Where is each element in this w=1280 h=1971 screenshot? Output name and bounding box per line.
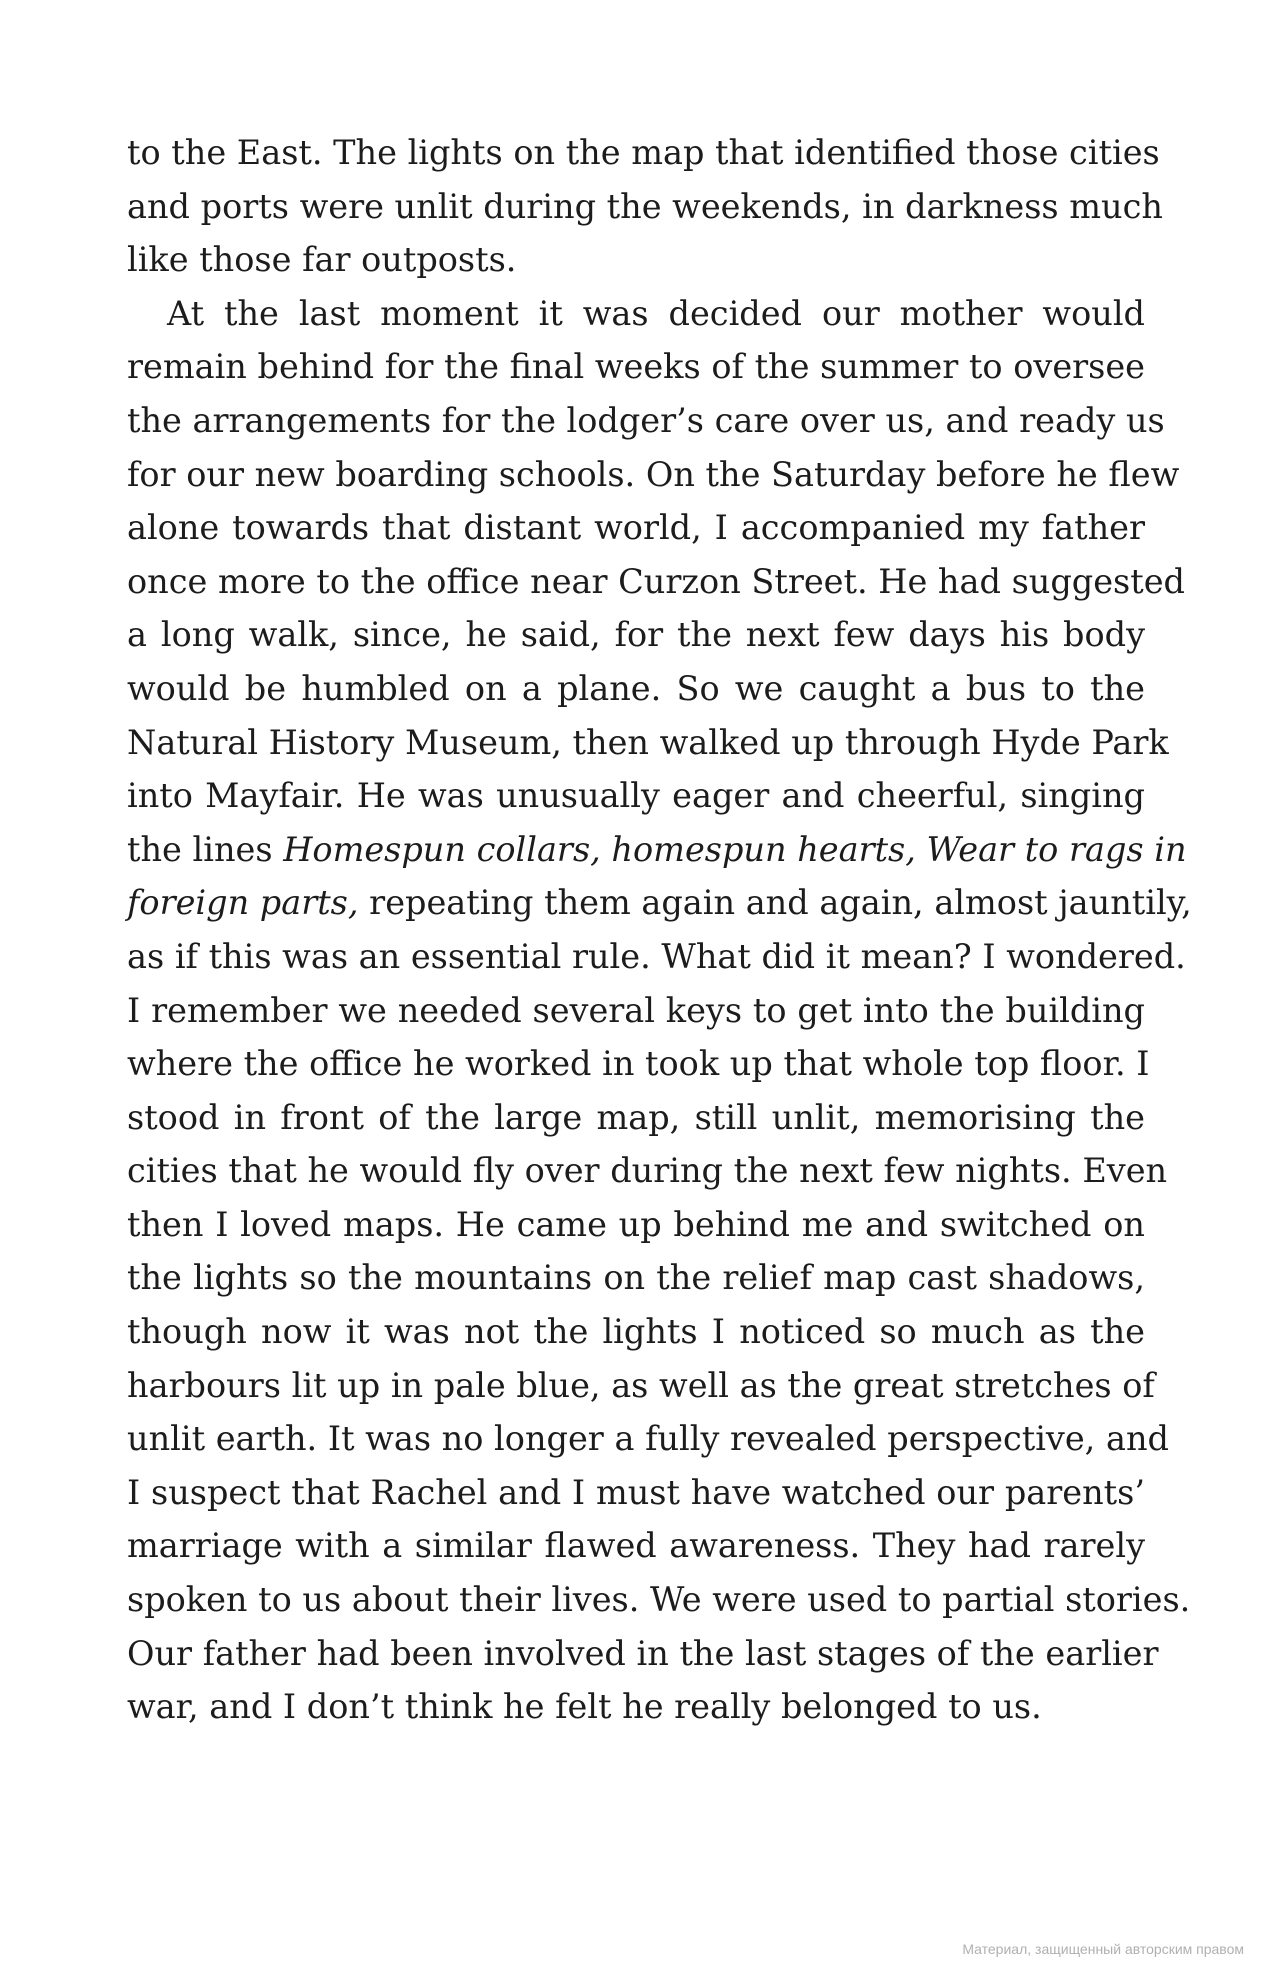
- text-line: remain behind for the final weeks of the summer to oversee: [127, 347, 1145, 387]
- text-line: the arrangements for the lodger’s care over us, and ready us: [127, 400, 1165, 440]
- text-line: unlit earth. It was no longer a fully revealed perspective, and: [127, 1419, 1169, 1459]
- text-line: war, and I don’t think he felt he really belonged to us.: [127, 1687, 1042, 1727]
- text-line: harbours lit up in pale blue, as well as the great stretches of: [127, 1365, 1155, 1405]
- text-line: and ports were unlit during the weekends, in darkness much: [127, 186, 1163, 226]
- text-line: would be humbled on a plane. So we caught a bus to the: [127, 668, 1145, 708]
- text-line: At the last moment it was decided our mother would: [167, 293, 1145, 333]
- text-line-with-italic: [127, 823, 1187, 877]
- text-line: like those far outposts.: [127, 240, 517, 280]
- text-line: into Mayfair. He was unusually eager and cheerful, singing: [127, 776, 1145, 816]
- text-line: I remember we needed several keys to get into the building: [127, 990, 1145, 1030]
- text-line: Natural History Museum, then walked up through Hyde Park: [127, 722, 1169, 762]
- text-line: though now it was not the lights I noticed so much as the: [127, 1312, 1145, 1352]
- text-line: a long walk, since, he said, for the next few days his body: [127, 615, 1145, 655]
- italic-quote: foreign parts,: [127, 883, 359, 923]
- text-line: as if this was an essential rule. What did it mean? I wondered.: [127, 936, 1186, 976]
- text-line: cities that he would fly over during the next few nights. Even: [127, 1151, 1168, 1191]
- text-line-with-italic: [127, 876, 1192, 930]
- line-prefix: the lines: [127, 829, 284, 869]
- text-line: where the office he worked in took up that whole top floor. I: [127, 1044, 1150, 1084]
- text-line: alone towards that distant world, I accompanied my father: [127, 508, 1145, 548]
- copyright-watermark: Материал, защищенный авторским правом: [962, 1941, 1244, 1957]
- text-line: once more to the office near Curzon Street. He had suggested: [127, 561, 1185, 601]
- text-line: stood in front of the large map, still unlit, memorising the: [127, 1097, 1145, 1137]
- paragraph-continuation: [127, 126, 1163, 287]
- text-line: for our new boarding schools. On the Saturday before he flew: [127, 454, 1180, 494]
- paragraph: [127, 287, 1192, 1734]
- italic-quote: Homespun collars, homespun hearts, Wear to rags in: [283, 829, 1187, 869]
- text-line: to the East. The lights on the map that identified those cities: [127, 133, 1160, 172]
- text-line: spoken to us about their lives. We were used to partial stories.: [127, 1580, 1191, 1620]
- line-suffix: repeating them again and again, almost jauntily,: [358, 883, 1192, 923]
- text-line: Our father had been involved in the last stages of the earlier: [127, 1633, 1159, 1673]
- text-line: marriage with a similar flawed awareness. They had rarely: [127, 1526, 1145, 1566]
- book-page-body: [127, 126, 1192, 1734]
- text-line: the lights so the mountains on the relief map cast shadows,: [127, 1258, 1145, 1298]
- text-line: I suspect that Rachel and I must have watched our parents’: [127, 1472, 1145, 1512]
- text-line: then I loved maps. He came up behind me and switched on: [127, 1204, 1145, 1244]
